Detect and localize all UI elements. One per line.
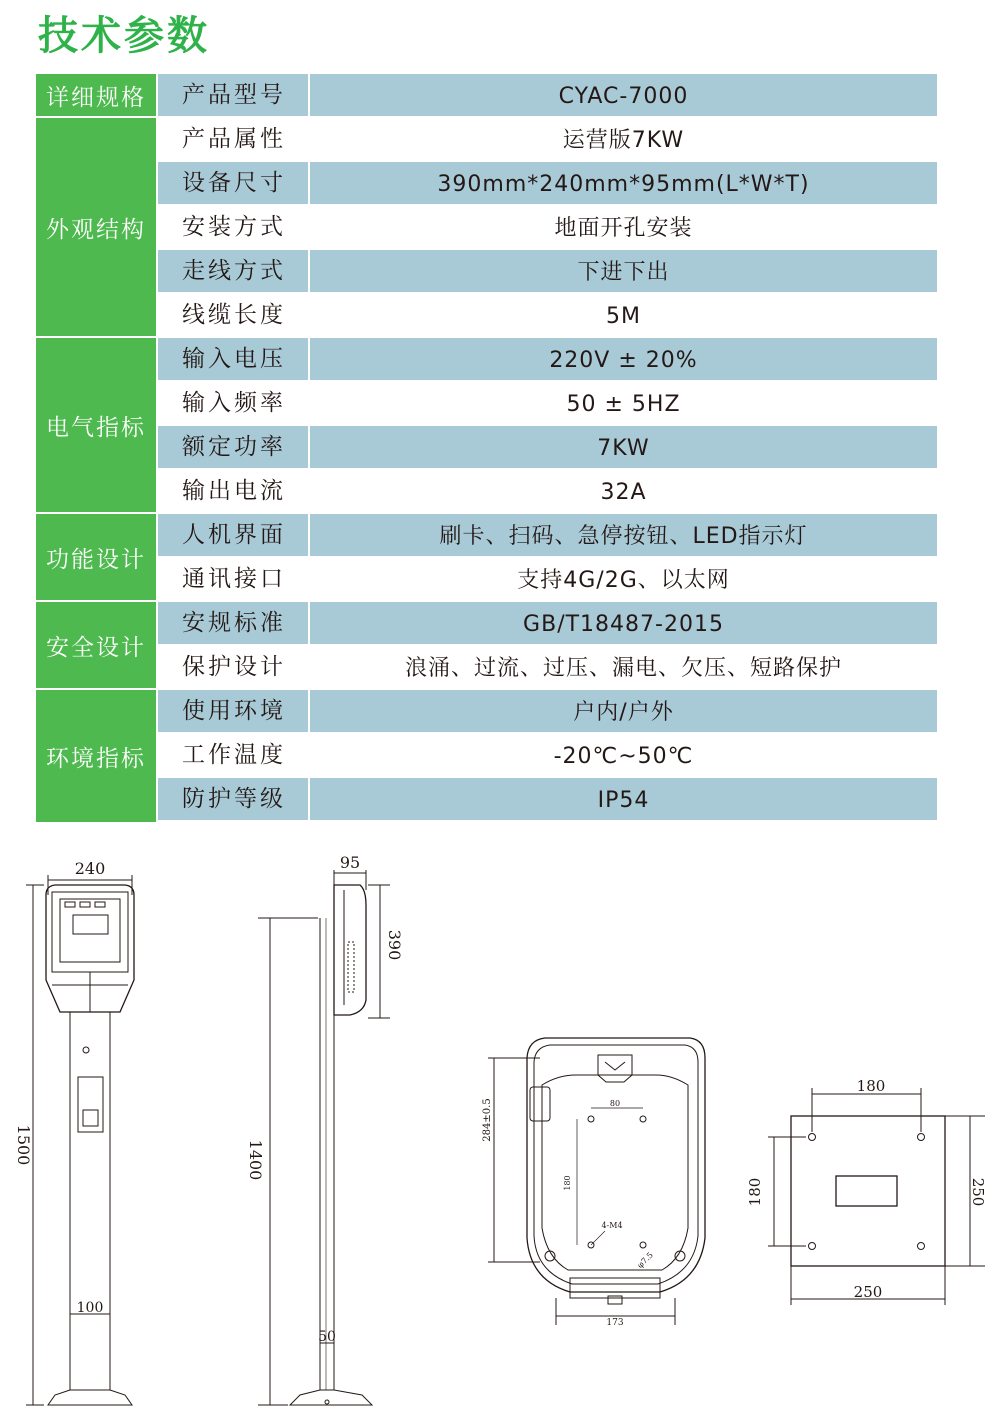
dim-base-plate-width: 250 [853, 1283, 883, 1301]
spec-value: 户内/户外 [573, 700, 674, 725]
spec-row [158, 646, 937, 688]
spec-value: 地面开孔安装 [554, 216, 693, 241]
spec-value: 运营版7KW [562, 128, 685, 153]
spec-row [158, 514, 937, 556]
dim-back-bottom-width: 173 [606, 1318, 624, 1328]
spec-row [158, 382, 937, 424]
group-environment: 环境指标 [36, 690, 156, 822]
spec-row [158, 690, 937, 732]
spec-row [158, 426, 937, 468]
spec-row [158, 294, 937, 336]
dim-back-mount-height: 284±0.5 [482, 1098, 493, 1142]
spec-value: 7KW [597, 436, 650, 461]
dim-front-height: 1500 [14, 1124, 33, 1166]
base-plate-drawing [746, 1077, 987, 1305]
technical-drawings [0, 840, 1000, 1420]
group-appearance: 外观结构 [36, 118, 156, 338]
dim-side-depth: 95 [339, 853, 361, 872]
spec-label: 使用环境 [158, 690, 310, 732]
spec-row [158, 734, 937, 776]
spec-row [158, 250, 937, 292]
spec-value: GB/T18487-2015 [523, 612, 724, 637]
back-view-drawing [482, 1038, 705, 1328]
spec-label: 防护等级 [158, 778, 310, 820]
spec-value: 浪涌、过流、过压、漏电、欠压、短路保护 [404, 656, 842, 681]
spec-row [158, 206, 937, 248]
spec-label: 安规标准 [158, 602, 310, 644]
dim-base-hole-spacing-left: 180 [746, 1177, 764, 1207]
spec-row [158, 602, 937, 644]
dim-front-post-width: 100 [76, 1300, 104, 1316]
spec-value: 5M [606, 304, 641, 329]
dim-front-width: 240 [74, 859, 106, 878]
spec-row [158, 74, 937, 116]
group-safety: 安全设计 [36, 602, 156, 690]
dim-base-hole-spacing-top: 180 [856, 1077, 886, 1095]
group-electrical: 电气指标 [36, 338, 156, 514]
spec-value: 支持4G/2G、以太网 [517, 568, 730, 593]
spec-row [158, 558, 937, 600]
group-detail-spec: 详细规格 [36, 74, 156, 118]
spec-label: 输出电流 [158, 470, 310, 512]
spec-label: 设备尺寸 [158, 162, 310, 204]
spec-value: IP54 [597, 788, 650, 813]
spec-row [158, 338, 937, 380]
spec-label: 额定功率 [158, 426, 310, 468]
spec-label: 输入电压 [158, 338, 310, 380]
spec-value: 390mm*240mm*95mm(L*W*T) [437, 172, 810, 197]
spec-label: 走线方式 [158, 250, 310, 292]
spec-label: 产品属性 [158, 118, 310, 160]
dim-back-hole-label: 4-M4 [601, 1221, 623, 1230]
page-title: 技术参数 [38, 13, 210, 59]
group-function: 功能设计 [36, 514, 156, 602]
dim-back-hole-y: 180 [563, 1175, 572, 1191]
dim-side-post-depth: 50 [318, 1329, 336, 1345]
spec-label: 产品型号 [158, 74, 310, 116]
spec-label: 保护设计 [158, 646, 310, 688]
spec-row [158, 118, 937, 160]
spec-label: 线缆长度 [158, 294, 310, 336]
spec-row [158, 470, 937, 512]
dim-side-head-height: 390 [385, 929, 404, 961]
spec-value: 32A [600, 480, 647, 505]
front-view-drawing [14, 859, 134, 1405]
spec-value: 220V ± 20% [549, 348, 698, 373]
spec-label: 安装方式 [158, 206, 310, 248]
spec-value: 刷卡、扫码、急停按钮、LED指示灯 [439, 524, 808, 549]
spec-row [158, 162, 937, 204]
spec-value: -20℃~50℃ [553, 744, 694, 769]
dim-base-plate-height: 250 [969, 1177, 987, 1207]
spec-value: CYAC-7000 [558, 84, 689, 109]
spec-row [158, 778, 937, 820]
spec-value: 50 ± 5HZ [566, 392, 681, 417]
spec-label: 通讯接口 [158, 558, 310, 600]
dim-back-hole-x: 80 [609, 1099, 621, 1108]
dim-back-hole-dia: φ7.5 [635, 1250, 655, 1270]
side-view-drawing [246, 853, 404, 1405]
spec-label: 输入频率 [158, 382, 310, 424]
spec-label: 工作温度 [158, 734, 310, 776]
dim-side-post-height: 1400 [246, 1139, 265, 1181]
spec-value: 下进下出 [577, 260, 670, 285]
spec-label: 人机界面 [158, 514, 310, 556]
